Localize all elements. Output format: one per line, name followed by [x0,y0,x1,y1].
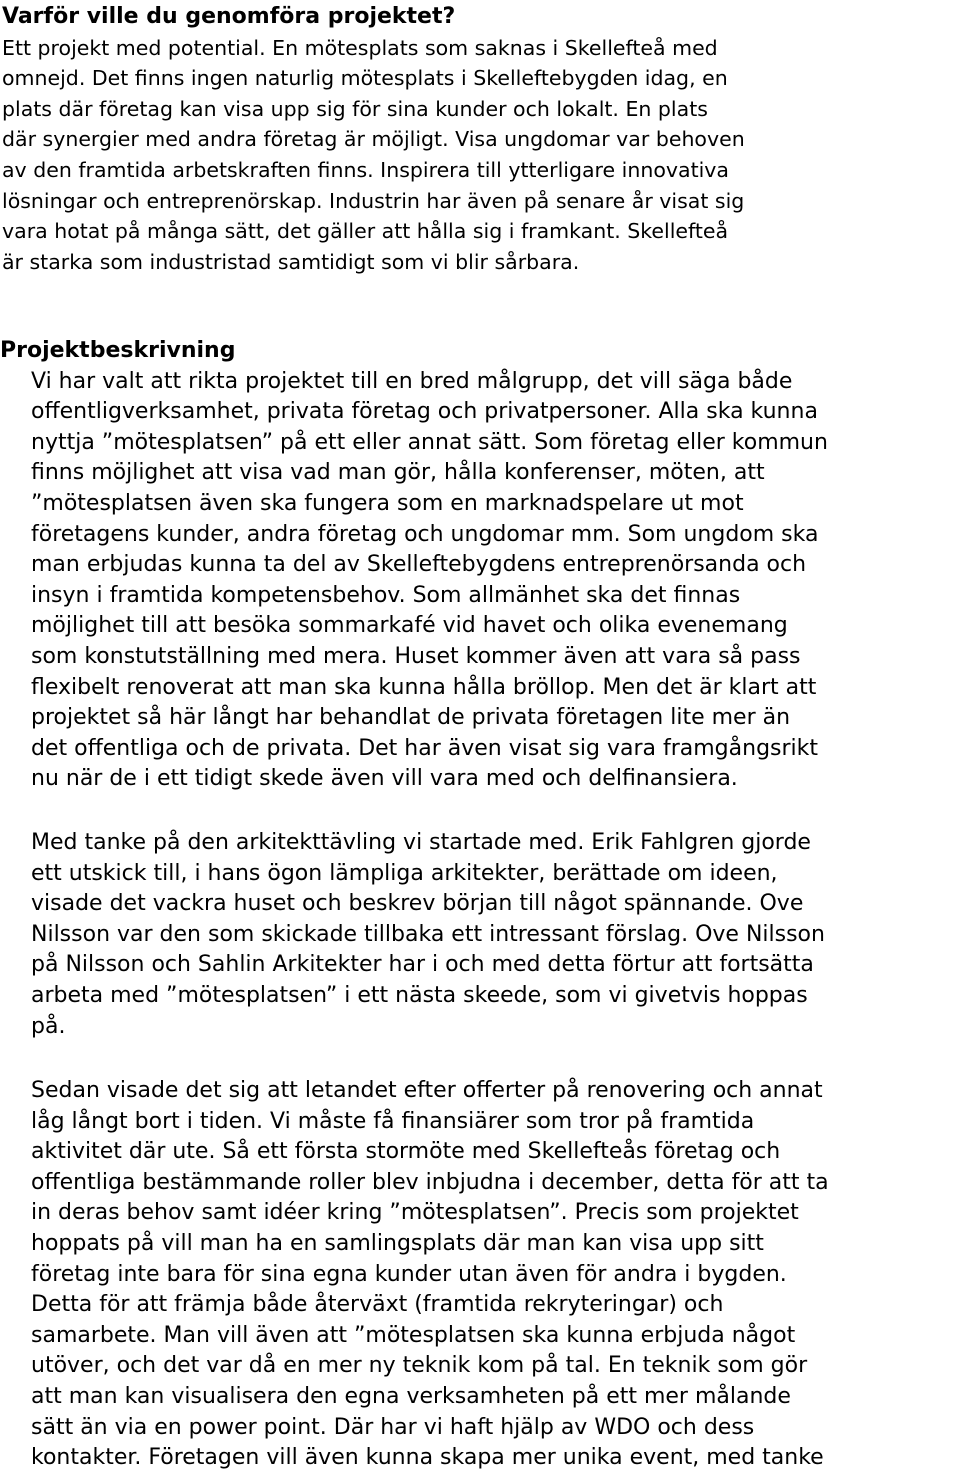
section-project-description [0,336,960,1471]
text-line: Ett projekt med potential. En mötesplats som saknas i Skellefteå med [2,35,718,60]
text-line: aktivitet där ute. Så ett första stormöte med Skellefteås företag och [31,1139,781,1165]
text-line: projektet så här långt har behandlat de privata företagen lite mer än [31,705,791,731]
text-line: samarbete. Man vill även att ”mötesplatsen ska kunna erbjuda något [31,1322,796,1348]
text-line: nu när de i ett tidigt skede även vill vara med och delfinansiera. [31,766,738,792]
paragraph-motivation [2,33,960,278]
text-line: det offentliga och de privata. Det har även visat sig vara framgångsrikt [31,735,819,761]
text-line: låg långt bort i tiden. Vi måste få finansiärer som tror på framtida [31,1108,755,1134]
section-heading-motivation: Varför ville du genomföra projektet? [2,4,456,29]
text-line: möjlighet till att besöka sommarkafé vid havet och olika evenemang [31,613,788,639]
text-line: plats där företag kan visa upp sig för sina kunder och lokalt. En plats [2,96,708,121]
text-line: Nilsson var den som skickade tillbaka ett intressant förslag. Ove Nilsson [31,921,825,947]
text-line: är starka som industristad samtidigt som vi blir sårbara. [2,249,580,274]
text-line: Detta för att främja både återväxt (framtida rekryteringar) och [31,1292,724,1318]
text-line: insyn i framtida kompetensbehov. Som allmänhet ska det finnas [31,582,741,608]
text-line: nyttja ”mötesplatsen” på ett eller annat sätt. Som företag eller kommun [31,429,828,455]
text-line: man erbjudas kunna ta del av Skelleftebygdens entreprenörsanda och [31,552,807,578]
text-line: sätt än via en power point. Där har vi haft hjälp av WDO och dess [31,1414,755,1440]
text-line: finns möjlighet att visa vad man gör, hålla konferenser, möten, att [31,460,765,486]
text-line: hoppats på vill man ha en samlingsplats där man kan visa upp sitt [31,1230,764,1256]
text-line: som konstutställning med mera. Huset kommer även att vara så pass [31,643,801,669]
text-line: företag inte bara för sina egna kunder utan även för andra i bygden. [31,1261,787,1287]
section-heading-project-description: Projektbeskrivning [0,338,236,363]
paragraph-target-group [2,367,828,795]
text-line: Med tanke på den arkitekttävling vi startade med. Erik Fahlgren gjorde [31,830,811,855]
text-line: flexibelt renoverat att man ska kunna hålla bröllop. Men det är klart att [31,674,817,700]
text-line: företagens kunder, andra företag och ungdomar mm. Som ungdom ska [31,521,819,547]
text-line: Sedan visade det sig att letandet efter offerter på renovering och annat [31,1078,823,1103]
text-line: visade det vackra huset och beskrev början till något spännande. Ove [31,891,804,917]
paragraph-architect-competition [2,828,825,1042]
text-line: ”mötesplatsen även ska fungera som en marknadspelare ut mot [31,490,744,516]
text-line: ett utskick till, i hans ögon lämpliga arkitekter, berättade om ideen, [31,860,778,886]
text-line: vara hotat på många sätt, det gäller att hålla sig i framkant. Skellefteå [2,219,729,244]
text-line: där synergier med andra företag är möjligt. Visa ungdomar var behoven [2,127,745,152]
text-line: på. [31,1013,66,1039]
text-line: lösningar och entreprenörskap. Industrin har även på senare år visat sig [2,188,745,213]
text-line: offentliga bestämmande roller blev inbjudna i december, detta för att ta [31,1169,829,1195]
text-line: arbeta med ”mötesplatsen” i ett nästa skeede, som vi givetvis hoppas [31,982,808,1008]
text-line: kontakter. Företagen vill även kunna skapa mer unika event, med tanke [31,1445,824,1471]
text-line: Vi har valt att rikta projektet till en bred målgrupp, det vill säga både [31,368,793,394]
section-motivation [2,2,960,277]
paragraph-financing [2,1076,829,1474]
text-line: utöver, och det var då en mer ny teknik kom på tal. En teknik som gör [31,1353,808,1379]
text-line: av den framtida arbetskraften finns. Inspirera till ytterligare innovativa [2,157,729,182]
text-line: på Nilsson och Sahlin Arkitekter har i och med detta förtur att fortsätta [31,952,814,978]
text-line: in deras behov samt idéer kring ”mötesplatsen”. Precis som projektet [31,1200,799,1226]
text-line: omnejd. Det finns ingen naturlig mötesplats i Skelleftebygden idag, en [2,66,728,91]
text-line: offentligverksamhet, privata företag och privatpersoner. Alla ska kunna [31,399,818,425]
text-line: att man kan visualisera den egna verksamheten på ett mer målande [31,1383,791,1409]
